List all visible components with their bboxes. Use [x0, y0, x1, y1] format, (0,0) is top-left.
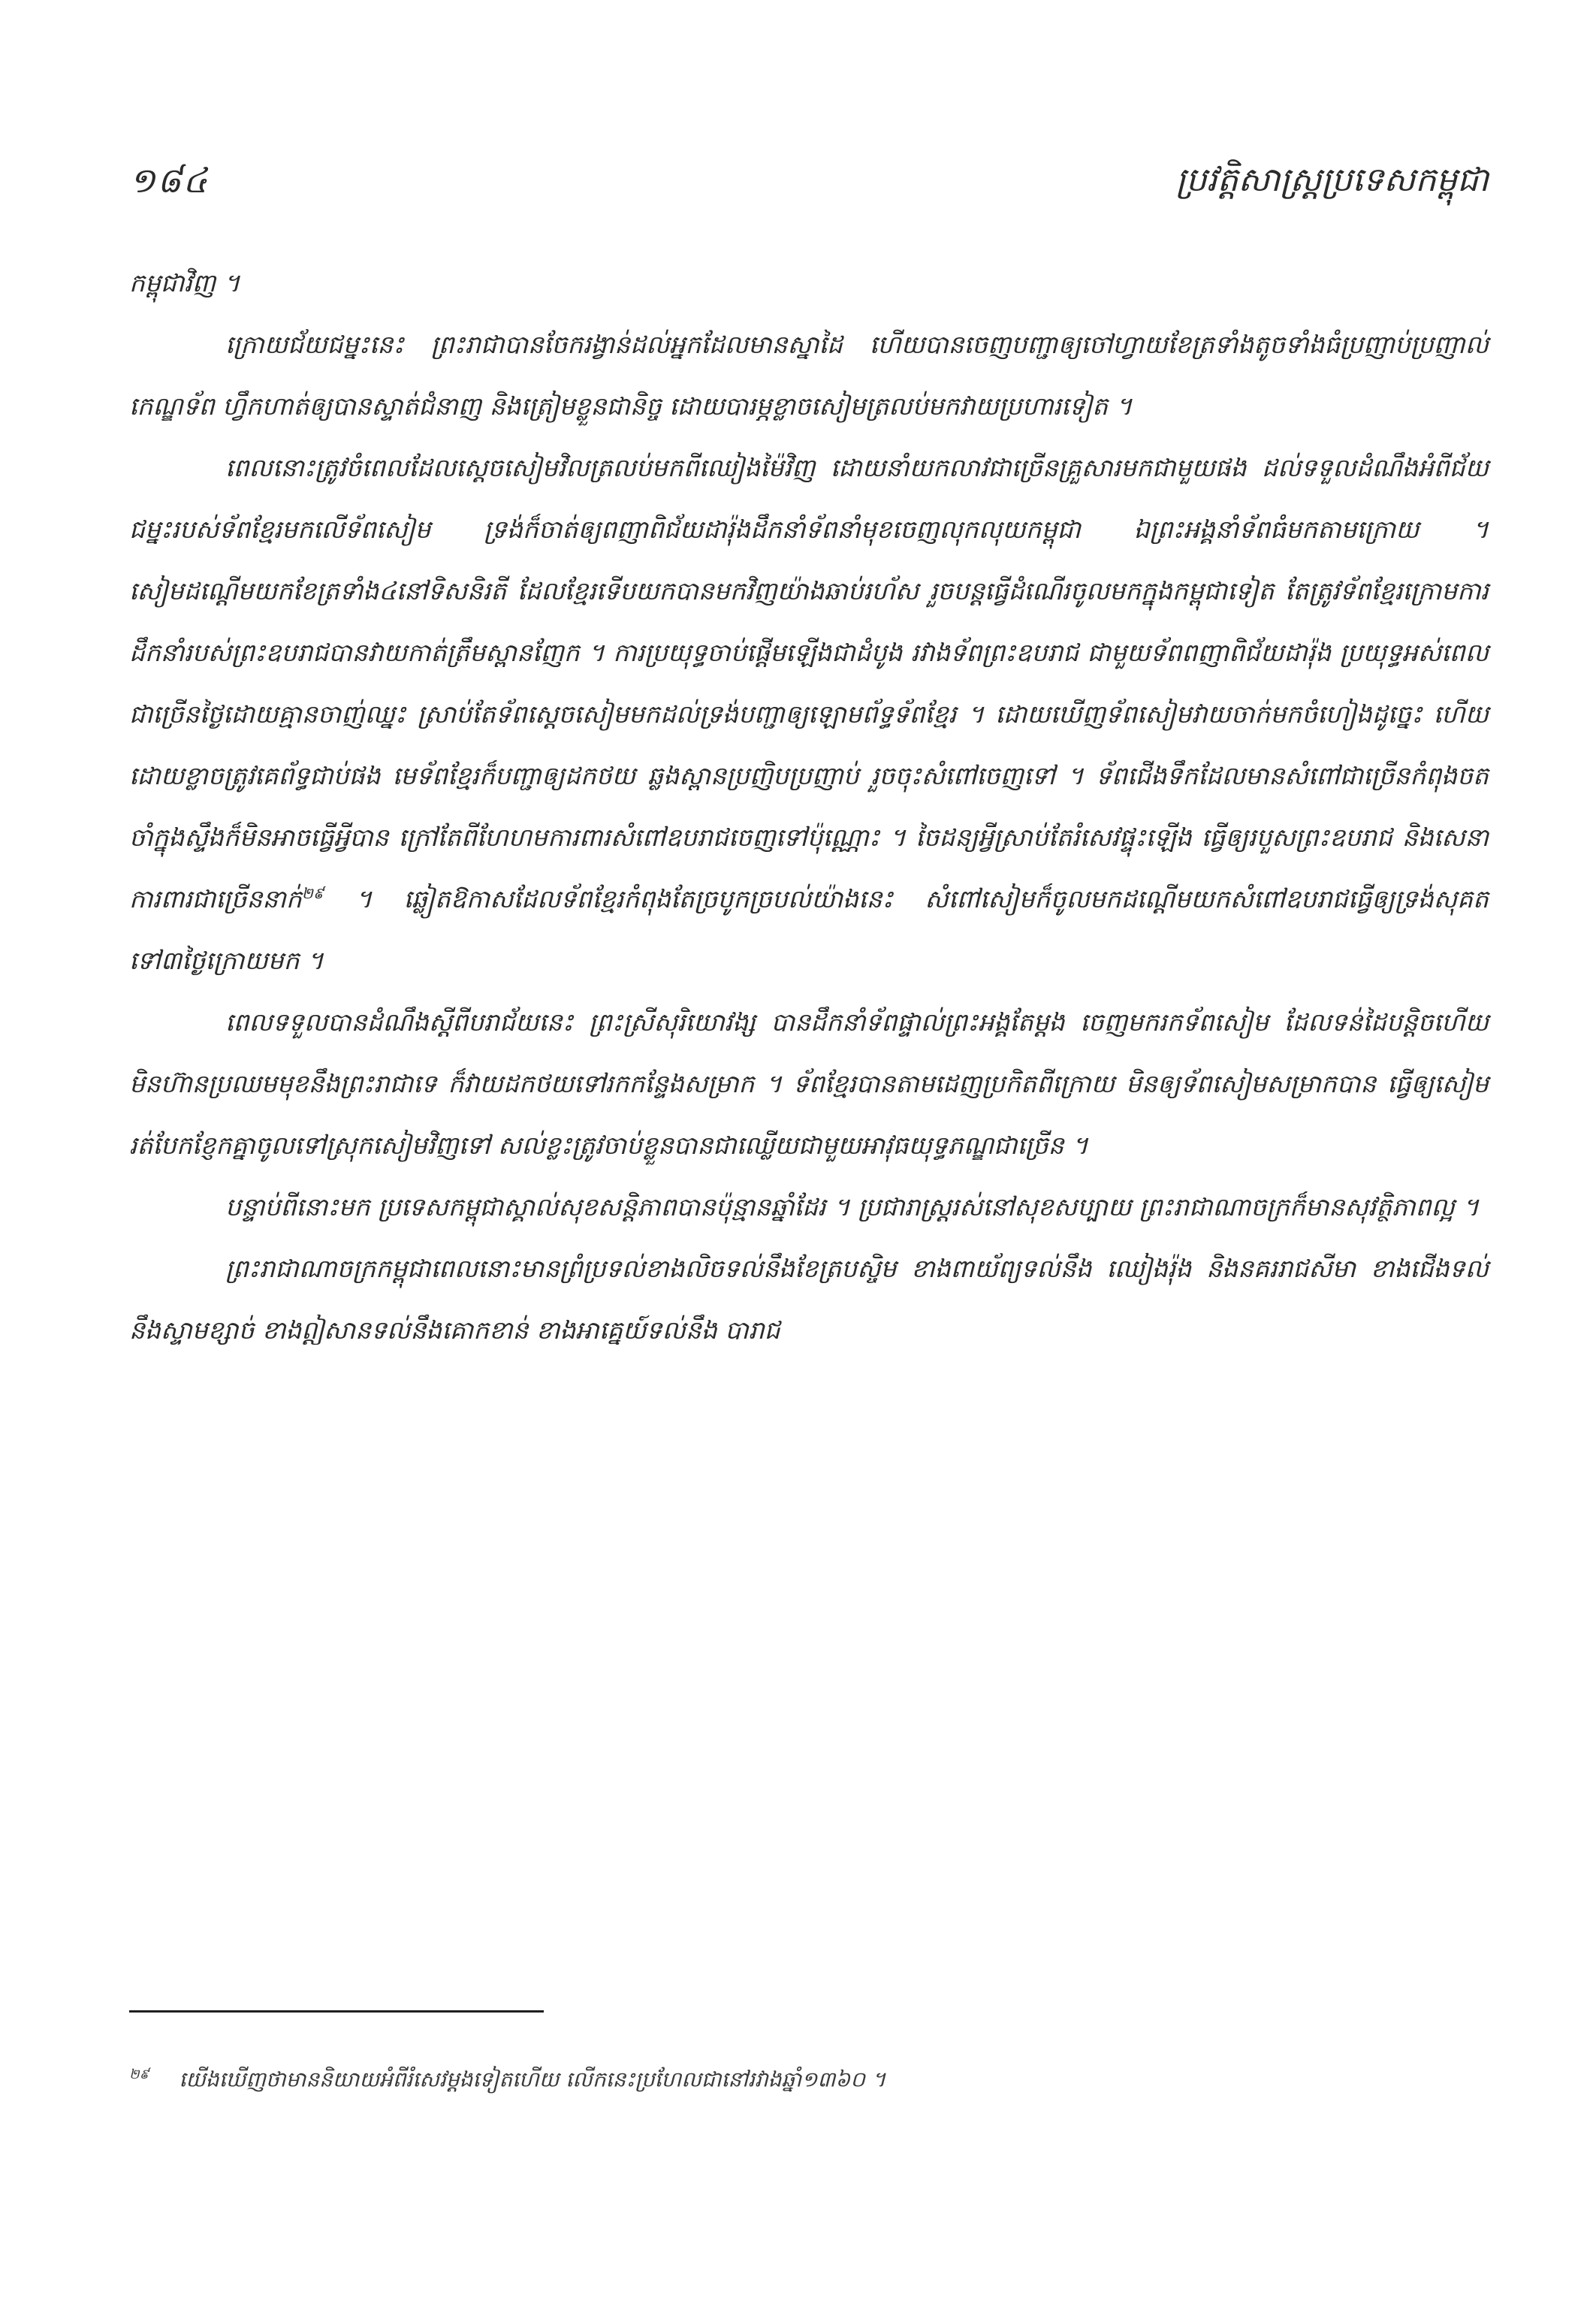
page-header [129, 159, 1489, 219]
paragraph [129, 314, 1489, 437]
paragraph-text-continued: ។ ឆ្លៀតឱកាសដែលទ័ពខ្មែរកំពុងតែច្របូកច្របល់យ៉ាងនេះ សំពៅសៀមក៏ចូលមកដណ្តើមយកសំពៅឧបរាជធ្វើឲ្យទ្រង់សុគតទៅ៣ថ្ងៃក្រោយមក ។ [129, 884, 1489, 975]
paragraph [129, 437, 1489, 992]
paragraph [129, 252, 1489, 314]
footnote-mark: ២៩ [129, 2067, 149, 2082]
paragraph-text: បន្ទាប់ពីនោះមក ប្រទេសកម្ពុជាស្គាល់សុខសន្តិភាពបានប៉ុន្មានឆ្នាំដែរ ។ ប្រជារាស្ត្ររស់នៅសុខសប្បាយ ព្រះរាជាណាចក្រក៏មានសុវត្ថិភាពល្អ ។ [225, 1192, 1480, 1221]
paragraph-text: ពេលទទួលបានដំណឹងស្តីពីបរាជ័យនេះ ព្រះស្រីសុរិយោវង្ស បានដឹកនាំទ័ពផ្ទាល់ព្រះអង្គតែម្តង ចេញមករកទ័ពសៀម ដែលទន់ដៃបន្តិចហើយ មិនហ៊ានប្រឈមមុខនឹងព្រះរាជាទេ ក៏វាយដកថយទៅរកកន្ទែងសម្រាក ។ ទ័ពខ្មែរបានតាមដេញប្រកិតពីក្រោយ មិនឲ្យទ័ពសៀមសម្រាកបាន ធ្វើឲ្យសៀមរត់បែកខ្ញែកគ្នាចូលទៅស្រុកសៀមវិញទៅ សល់ខ្លះត្រូវចាប់ខ្លួនបានជាឈ្លើយជាមួយអាវុធយុទ្ធភណ្ឌជាច្រើន ។ [129, 1007, 1489, 1160]
footnote-reference[interactable]: ២៩ [301, 884, 324, 902]
paragraph [129, 992, 1489, 1176]
footnote-divider [129, 2010, 544, 2013]
paragraph-text: កម្ពុជាវិញ ។ [129, 268, 240, 297]
paragraph-text: ព្រះរាជាណាចក្រកម្ពុជាពេលនោះមានព្រំប្រទល់ខាងលិចទល់នឹងខែត្របស្ចិម ខាងពាយ័ព្យទល់នឹង ឈៀងរ៉ុង និងនគររាជសីមា ខាងជើងទល់នឹងស្ទាមខ្សាច់ ខាងឦសានទល់នឹងគោកខាន់ ខាងអាគ្នេយ៍ទល់នឹង បារាជ [129, 1254, 1489, 1345]
paragraph-text: ពេលនោះត្រូវចំពេលដែលស្តេចសៀមវិលត្រលប់មកពីឈៀងម៉ៃវិញ ដោយនាំយកលាវជាច្រើនគ្រួសារមកជាមួយផង ដល់ទទួលដំណឹងអំពីជ័យជម្នះរបស់ទ័ពខ្មែរមកលើទ័ពសៀម ទ្រង់ក៏ចាត់ឲ្យពញាពិជ័យដារ៉ុងដឹកនាំទ័ពនាំមុខចេញលុកលុយកម្ពុជា ឯព្រះអង្គនាំទ័ពធំមកតាមក្រោយ ។ សៀមដណ្តើមយកខែត្រទាំង៤នៅទិសនិរតី ដែលខ្មែរទើបយកបានមកវិញយ៉ាងឆាប់រហ័ស រួចបន្តធ្វើដំណើរចូលមកក្នុងកម្ពុជាទៀត តែត្រូវទ័ពខ្មែរក្រោមការដឹកនាំរបស់ព្រះឧបរាជបានវាយកាត់ត្រឹមស្ពានញែក ។ ការប្រយុទ្ធចាប់ផ្តើមឡើងជាដំបូង រវាងទ័ពព្រះឧបរាជ ជាមួយទ័ពពញាពិជ័យដារ៉ុង ប្រយុទ្ធអស់ពេលជាច្រើនថ្ងៃដោយគ្មានចាញ់ឈ្នះ ស្រាប់តែទ័ពស្តេចសៀមមកដល់ទ្រង់បញ្ជាឲ្យឡោមព័ទ្ធទ័ពខ្មែរ ។ ដោយឃើញទ័ពសៀមវាយចាក់មកចំហៀងដូច្នេះ ហើយដោយខ្លាចត្រូវគេព័ទ្ធជាប់ផង មេទ័ពខ្មែរក៏បញ្ជាឲ្យដកថយ ឆ្លងស្ពានប្រញិបប្រញាប់ រួចចុះសំពៅចេញទៅ ។ ទ័ពជើងទឹកដែលមានសំពៅជាច្រើនកំពុងចតចាំក្នុងស្ទឹងក៏មិនអាចធ្វើអ្វីបាន ក្រៅតែពីហែហមការពារសំពៅឧបរាជចេញទៅប៉ុណ្ណោះ ។ ចៃដន្យអ្វីស្រាប់តែរំសេវផ្ទុះឡើង ធ្វើឲ្យរបួសព្រះឧបរាជ និងសេនាការពារជាច្រើននាក់ [129, 453, 1489, 913]
body-text [129, 252, 1489, 1361]
footnote-text: យើងឃើញថាមាននិយាយអំពីរំសេវម្តងទៀតហើយ លើកនេះប្រហែលជានៅរវាងឆ្នាំ១៣៦០ ។ [179, 2067, 886, 2092]
paragraph-text: ក្រោយជ័យជម្នះនេះ ព្រះរាជាបានចែករង្វាន់ដល់អ្នកដែលមានស្នាដៃ ហើយបានចេញបញ្ជាឲ្យចៅហ្វាយខែត្រទាំងតូចទាំងធំប្រញាប់ប្រញាល់កេណ្ឌទ័ព ហ្វឹកហាត់ឲ្យបានស្ទាត់ជំនាញ និងត្រៀមខ្លួនជានិច្ច ដោយបារម្ភខ្លាចសៀមត្រលប់មកវាយប្រហារទៀត ។ [129, 330, 1489, 421]
footnote [129, 2060, 1489, 2094]
running-title: ប្រវត្តិសាស្ត្រប្រទេសកម្ពុជា [1175, 161, 1489, 199]
paragraph [129, 1176, 1489, 1238]
page-number: ១៨៤ [129, 160, 209, 201]
paragraph [129, 1238, 1489, 1361]
